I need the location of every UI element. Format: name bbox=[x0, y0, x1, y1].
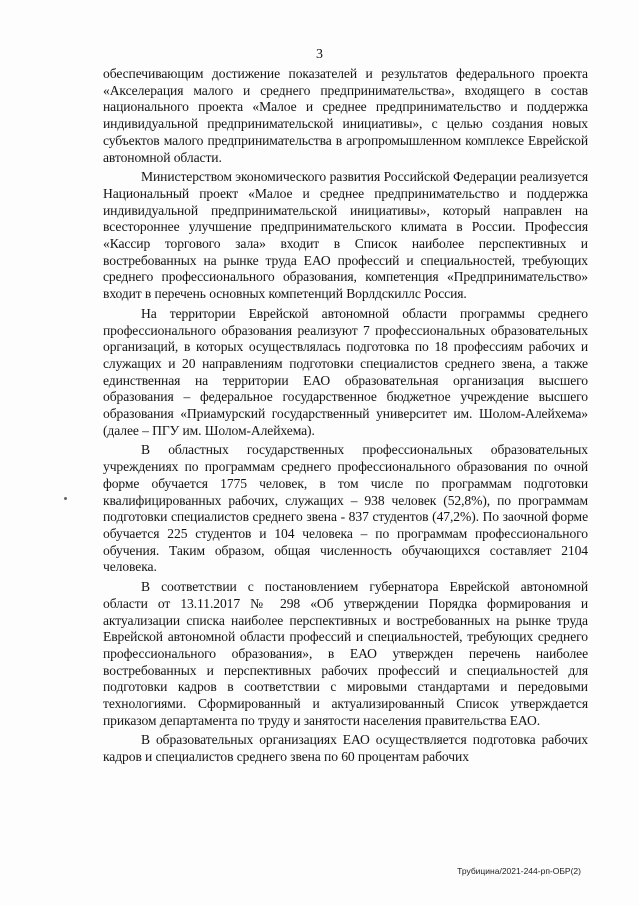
paragraph-4: В областных государственных профессиональных образовательных учреждениях по программам среднего профессионального образования по очной форме обучается 1775 человек, в том числе по программам подготовки квалифицированных рабочих, служащих – 938 человек (52,8%), по программам подготовки специалистов среднего звена - 837 студентов (47,2%). По заочной форме обучается 225 студентов и 104 человека – по программам профессионального обучения. Таким образом, общая численность обучающихся составляет 2104 человека. bbox=[103, 442, 588, 575]
paragraph-3: На территории Еврейской автономной области программы среднего профессионального образования реализуют 7 профессиональных образовательных организаций, в которых осуществлялась подготовка по 18 профессиям рабочих и служащих и 20 направлениям подготовки специалистов среднего звена, а также единственная на территории ЕАО образовательная организация высшего образования – федеральное государственное бюджетное учреждение высшего образования «Приамурский государственный университет им. Шолом-Алейхема» (далее – ПГУ им. Шолом-Алейхема). bbox=[103, 305, 588, 438]
page-number: 3 bbox=[316, 47, 323, 62]
paragraph-1: обеспечивающим достижение показателей и результатов федерального проекта «Акселерация малого и среднего предпринимательства», входящего в состав национального проекта «Малое и среднее предпринимательство и поддержка индивидуальной предпринимательской инициативы», с целью создания новых субъектов малого предпринимательства в агропромышленном комплексе Еврейской автономной области. bbox=[103, 66, 588, 165]
document-body bbox=[103, 66, 588, 769]
paragraph-6: В образовательных организациях ЕАО осуществляется подготовка рабочих кадров и специалистов среднего звена по 60 процентам рабочих bbox=[103, 732, 588, 765]
footer-document-code: Трубицина/2021-244-рп-ОБР(2) bbox=[457, 866, 581, 876]
scan-speck bbox=[64, 497, 67, 500]
paragraph-5: В соответствии с постановлением губернатора Еврейской автономной области от 13.11.2017 № 298 «Об утверждении Порядка формирования и актуализации списка наиболее перспективных и востребованных на рынке труда Еврейской автономной области профессий и специальностей, требующих среднего профессионального образования», в ЕАО утвержден перечень наиболее востребованных и перспективных рабочих профессий и специальностей для подготовки кадров в соответствии с мировыми стандартами и передовыми технологиями. Сформированный и актуализированный Список утверждается приказом департамента по труду и занятости населения правительства ЕАО. bbox=[103, 579, 588, 728]
paragraph-2: Министерством экономического развития Российской Федерации реализуется Национальный проект «Малое и среднее предпринимательство и поддержка индивидуальной предпринимательской инициативы», который направлен на всестороннее улучшение предпринимательского климата в России. Профессия «Кассир торгового зала» входит в Список наиболее перспективных и востребованных на рынке труда ЕАО профессий и специальностей, требующих среднего профессионального образования, компетенция «Предпринимательство» входит в перечень основных компетенций Ворлдскиллс Россия. bbox=[103, 169, 588, 302]
